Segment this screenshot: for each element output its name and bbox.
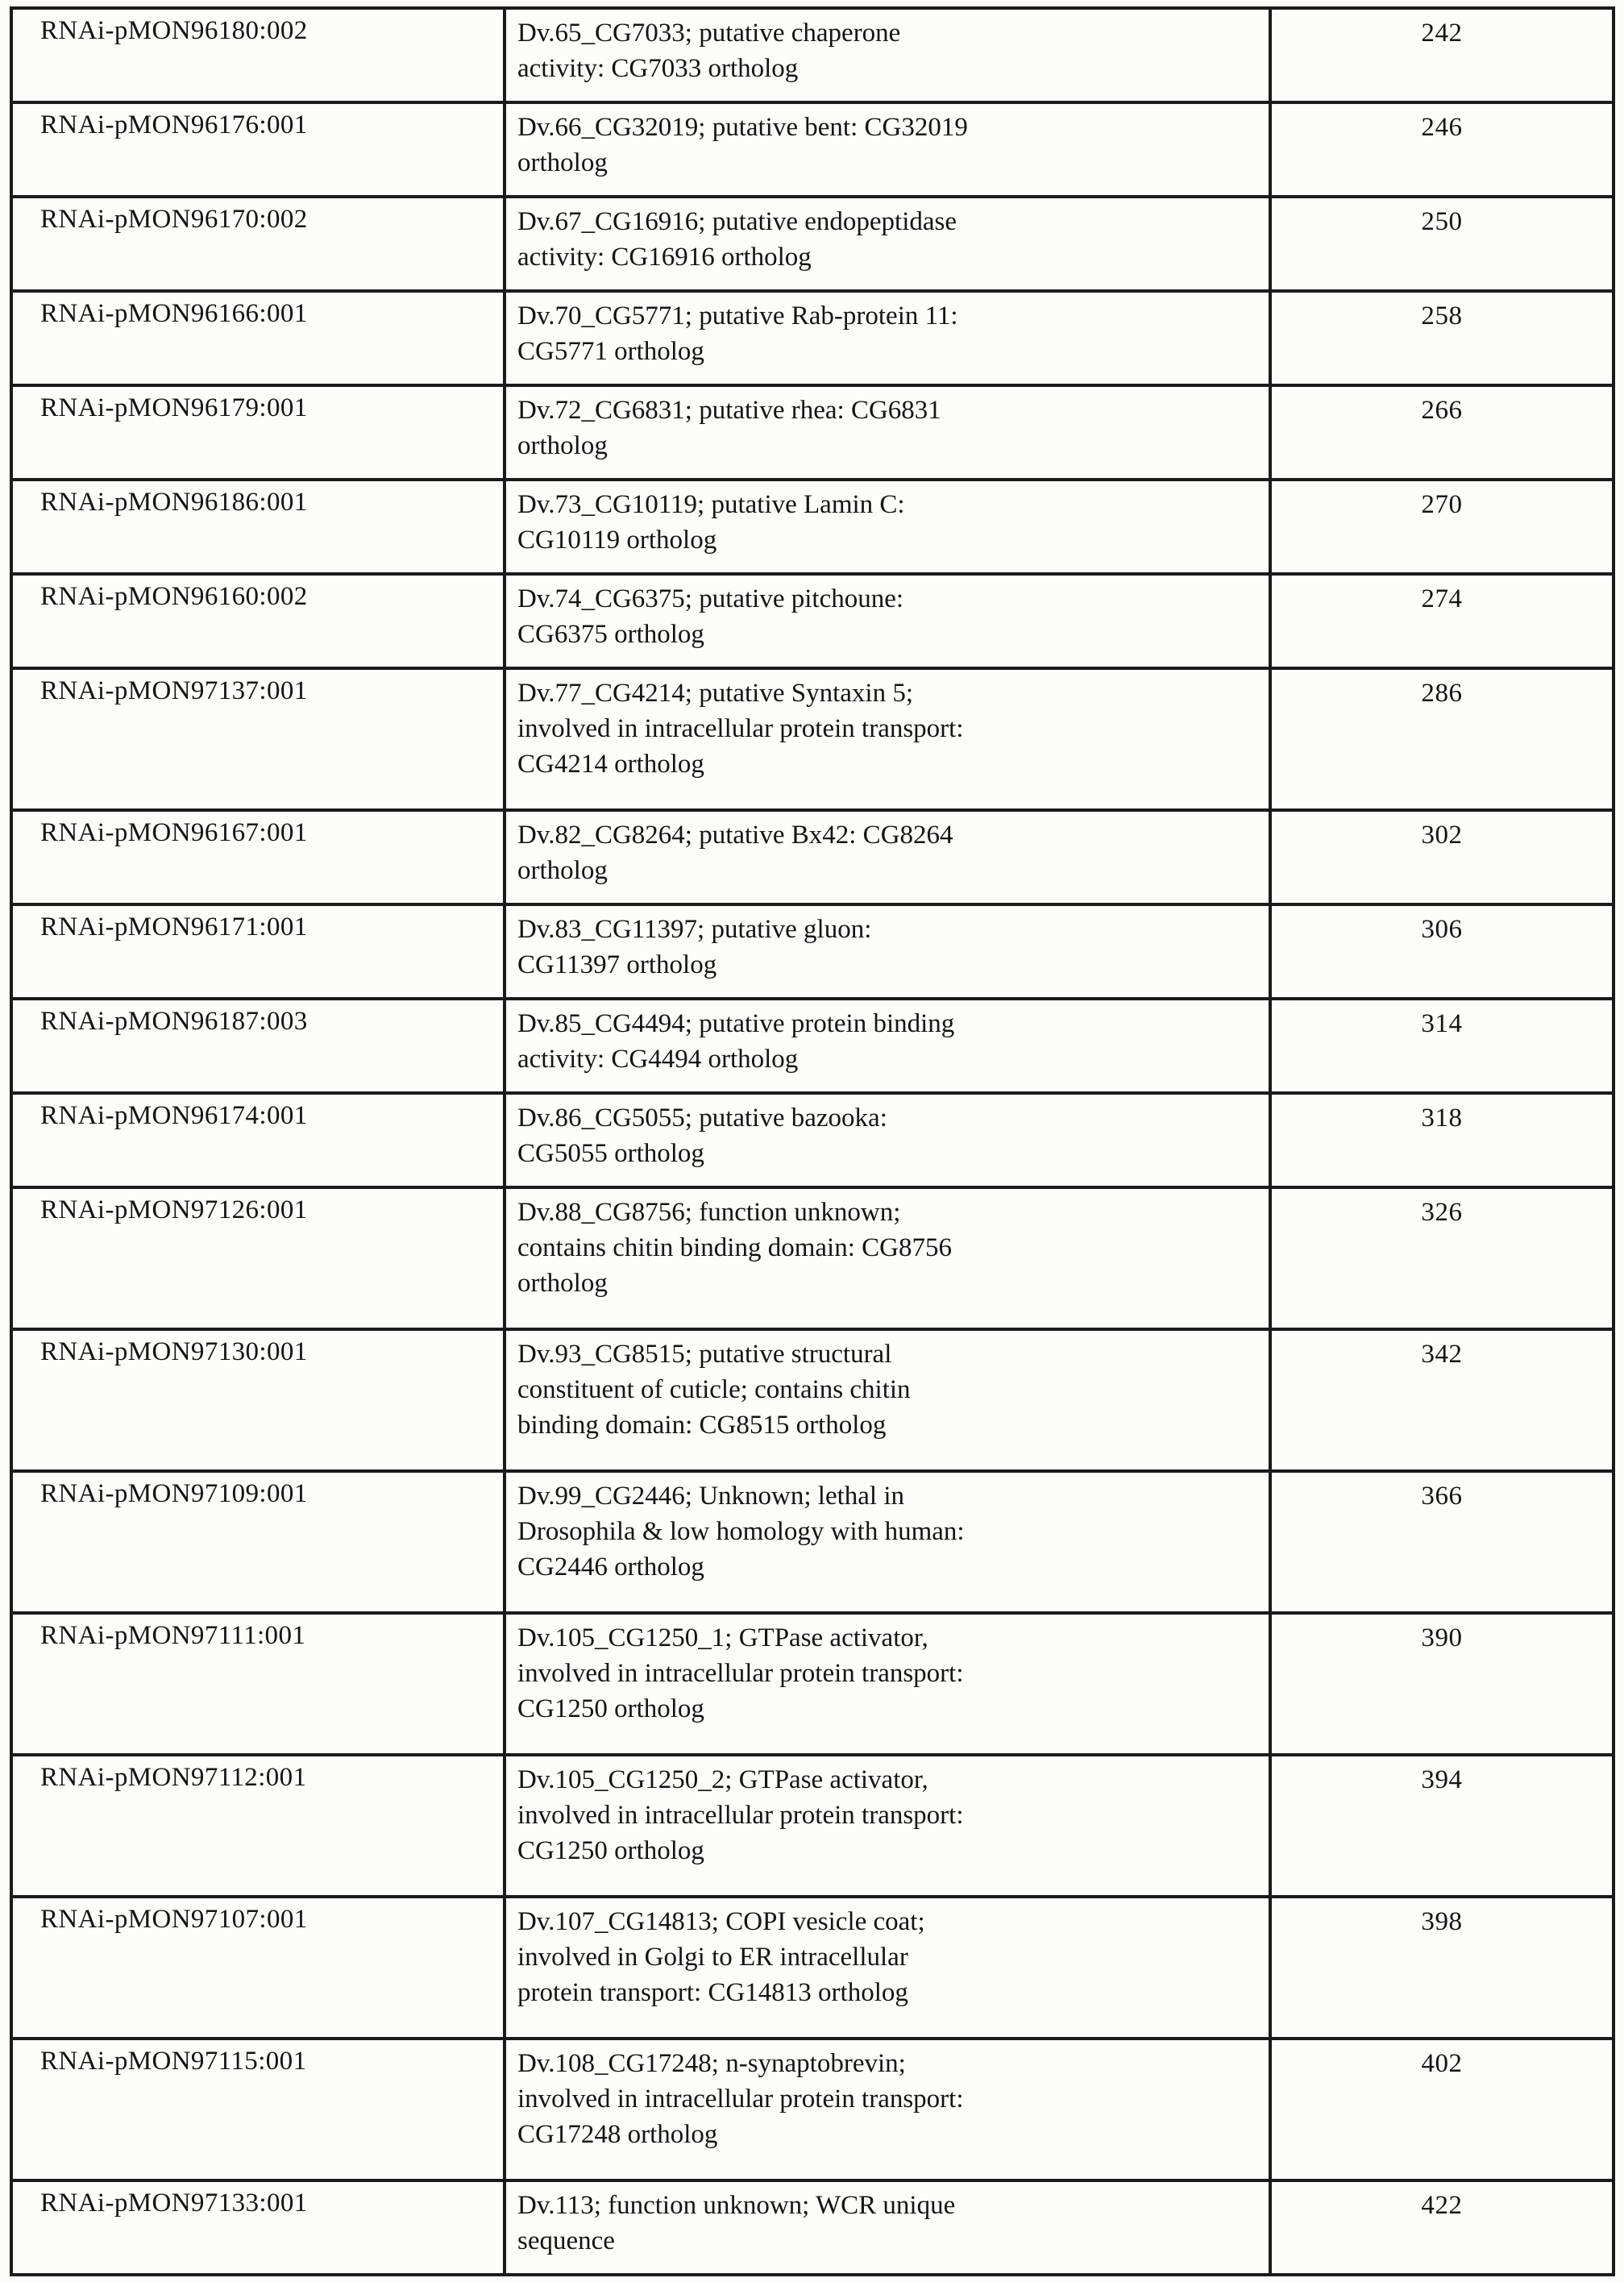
table-row xyxy=(11,1755,1614,1897)
construct-id-cell: RNAi-pMON97133:001 xyxy=(11,2180,505,2275)
table-row xyxy=(11,1187,1614,1329)
construct-id-cell: RNAi-pMON97130:001 xyxy=(11,1329,505,1471)
table-row xyxy=(11,1471,1614,1613)
construct-id-cell: RNAi-pMON96180:002 xyxy=(11,8,505,102)
page-number-cell: 250 xyxy=(1270,197,1614,291)
table-row xyxy=(11,1897,1614,2039)
table-row xyxy=(11,197,1614,291)
table-row xyxy=(11,2180,1614,2275)
table-row xyxy=(11,1093,1614,1187)
construct-id-cell: RNAi-pMON97126:001 xyxy=(11,1187,505,1329)
description-cell: Dv.105_CG1250_2; GTPase activator, involved in intracellular protein transport: CG1250 ortholog xyxy=(505,1755,1270,1897)
construct-id-cell: RNAi-pMON96187:003 xyxy=(11,999,505,1093)
description-cell: Dv.108_CG17248; n-synaptobrevin; involved in intracellular protein transport: CG17248 ortholog xyxy=(505,2039,1270,2180)
page-number-cell: 314 xyxy=(1270,999,1614,1093)
construct-id-cell: RNAi-pMON96170:002 xyxy=(11,197,505,291)
construct-id-cell: RNAi-pMON96176:001 xyxy=(11,102,505,197)
description-cell: Dv.83_CG11397; putative gluon: CG11397 ortholog xyxy=(505,904,1270,999)
description-cell: Dv.65_CG7033; putative chaperone activity: CG7033 ortholog xyxy=(505,8,1270,102)
table-body xyxy=(11,8,1614,2275)
page-number-cell: 274 xyxy=(1270,574,1614,668)
rnai-constructs-table xyxy=(10,6,1615,2276)
construct-id-cell: RNAi-pMON96174:001 xyxy=(11,1093,505,1187)
description-cell: Dv.93_CG8515; putative structural constituent of cuticle; contains chitin binding domain: CG8515 ortholog xyxy=(505,1329,1270,1471)
page-number-cell: 326 xyxy=(1270,1187,1614,1329)
construct-id-cell: RNAi-pMON97111:001 xyxy=(11,1613,505,1755)
table-row xyxy=(11,904,1614,999)
page-number-cell: 398 xyxy=(1270,1897,1614,2039)
page-number-cell: 246 xyxy=(1270,102,1614,197)
table-row xyxy=(11,999,1614,1093)
construct-id-cell: RNAi-pMON96186:001 xyxy=(11,480,505,574)
table-row xyxy=(11,480,1614,574)
page-number-cell: 286 xyxy=(1270,668,1614,810)
page-number-cell: 390 xyxy=(1270,1613,1614,1755)
description-cell: Dv.72_CG6831; putative rhea: CG6831 ortholog xyxy=(505,385,1270,480)
table-row xyxy=(11,102,1614,197)
page-number-cell: 270 xyxy=(1270,480,1614,574)
description-cell: Dv.67_CG16916; putative endopeptidase activity: CG16916 ortholog xyxy=(505,197,1270,291)
description-cell: Dv.107_CG14813; COPI vesicle coat; involved in Golgi to ER intracellular protein transport: CG14813 ortholog xyxy=(505,1897,1270,2039)
description-cell: Dv.88_CG8756; function unknown; contains chitin binding domain: CG8756 ortholog xyxy=(505,1187,1270,1329)
page-number-cell: 266 xyxy=(1270,385,1614,480)
construct-id-cell: RNAi-pMON96160:002 xyxy=(11,574,505,668)
table-row xyxy=(11,291,1614,385)
construct-id-cell: RNAi-pMON96179:001 xyxy=(11,385,505,480)
description-cell: Dv.82_CG8264; putative Bx42: CG8264 ortholog xyxy=(505,810,1270,904)
construct-id-cell: RNAi-pMON96166:001 xyxy=(11,291,505,385)
page-number-cell: 422 xyxy=(1270,2180,1614,2275)
table-row xyxy=(11,1613,1614,1755)
table-row xyxy=(11,2039,1614,2180)
construct-id-cell: RNAi-pMON97112:001 xyxy=(11,1755,505,1897)
page-number-cell: 342 xyxy=(1270,1329,1614,1471)
page-number-cell: 242 xyxy=(1270,8,1614,102)
table-row xyxy=(11,810,1614,904)
page-number-cell: 318 xyxy=(1270,1093,1614,1187)
table-row xyxy=(11,574,1614,668)
table-row xyxy=(11,668,1614,810)
description-cell: Dv.86_CG5055; putative bazooka: CG5055 ortholog xyxy=(505,1093,1270,1187)
page-number-cell: 394 xyxy=(1270,1755,1614,1897)
page-number-cell: 306 xyxy=(1270,904,1614,999)
description-cell: Dv.85_CG4494; putative protein binding activity: CG4494 ortholog xyxy=(505,999,1270,1093)
description-cell: Dv.73_CG10119; putative Lamin C: CG10119 ortholog xyxy=(505,480,1270,574)
construct-id-cell: RNAi-pMON97137:001 xyxy=(11,668,505,810)
description-cell: Dv.74_CG6375; putative pitchoune: CG6375 ortholog xyxy=(505,574,1270,668)
page-number-cell: 402 xyxy=(1270,2039,1614,2180)
description-cell: Dv.105_CG1250_1; GTPase activator, involved in intracellular protein transport: CG1250 ortholog xyxy=(505,1613,1270,1755)
construct-id-cell: RNAi-pMON97109:001 xyxy=(11,1471,505,1613)
page-number-cell: 366 xyxy=(1270,1471,1614,1613)
table-row xyxy=(11,8,1614,102)
page-number-cell: 302 xyxy=(1270,810,1614,904)
construct-id-cell: RNAi-pMON97115:001 xyxy=(11,2039,505,2180)
description-cell: Dv.77_CG4214; putative Syntaxin 5; involved in intracellular protein transport: CG4214 ortholog xyxy=(505,668,1270,810)
description-cell: Dv.113; function unknown; WCR unique sequence xyxy=(505,2180,1270,2275)
page-number-cell: 258 xyxy=(1270,291,1614,385)
construct-id-cell: RNAi-pMON96171:001 xyxy=(11,904,505,999)
description-cell: Dv.70_CG5771; putative Rab-protein 11: CG5771 ortholog xyxy=(505,291,1270,385)
table-row xyxy=(11,1329,1614,1471)
construct-id-cell: RNAi-pMON96167:001 xyxy=(11,810,505,904)
description-cell: Dv.99_CG2446; Unknown; lethal in Drosophila & low homology with human: CG2446 ortholog xyxy=(505,1471,1270,1613)
table-row xyxy=(11,385,1614,480)
construct-id-cell: RNAi-pMON97107:001 xyxy=(11,1897,505,2039)
description-cell: Dv.66_CG32019; putative bent: CG32019 ortholog xyxy=(505,102,1270,197)
